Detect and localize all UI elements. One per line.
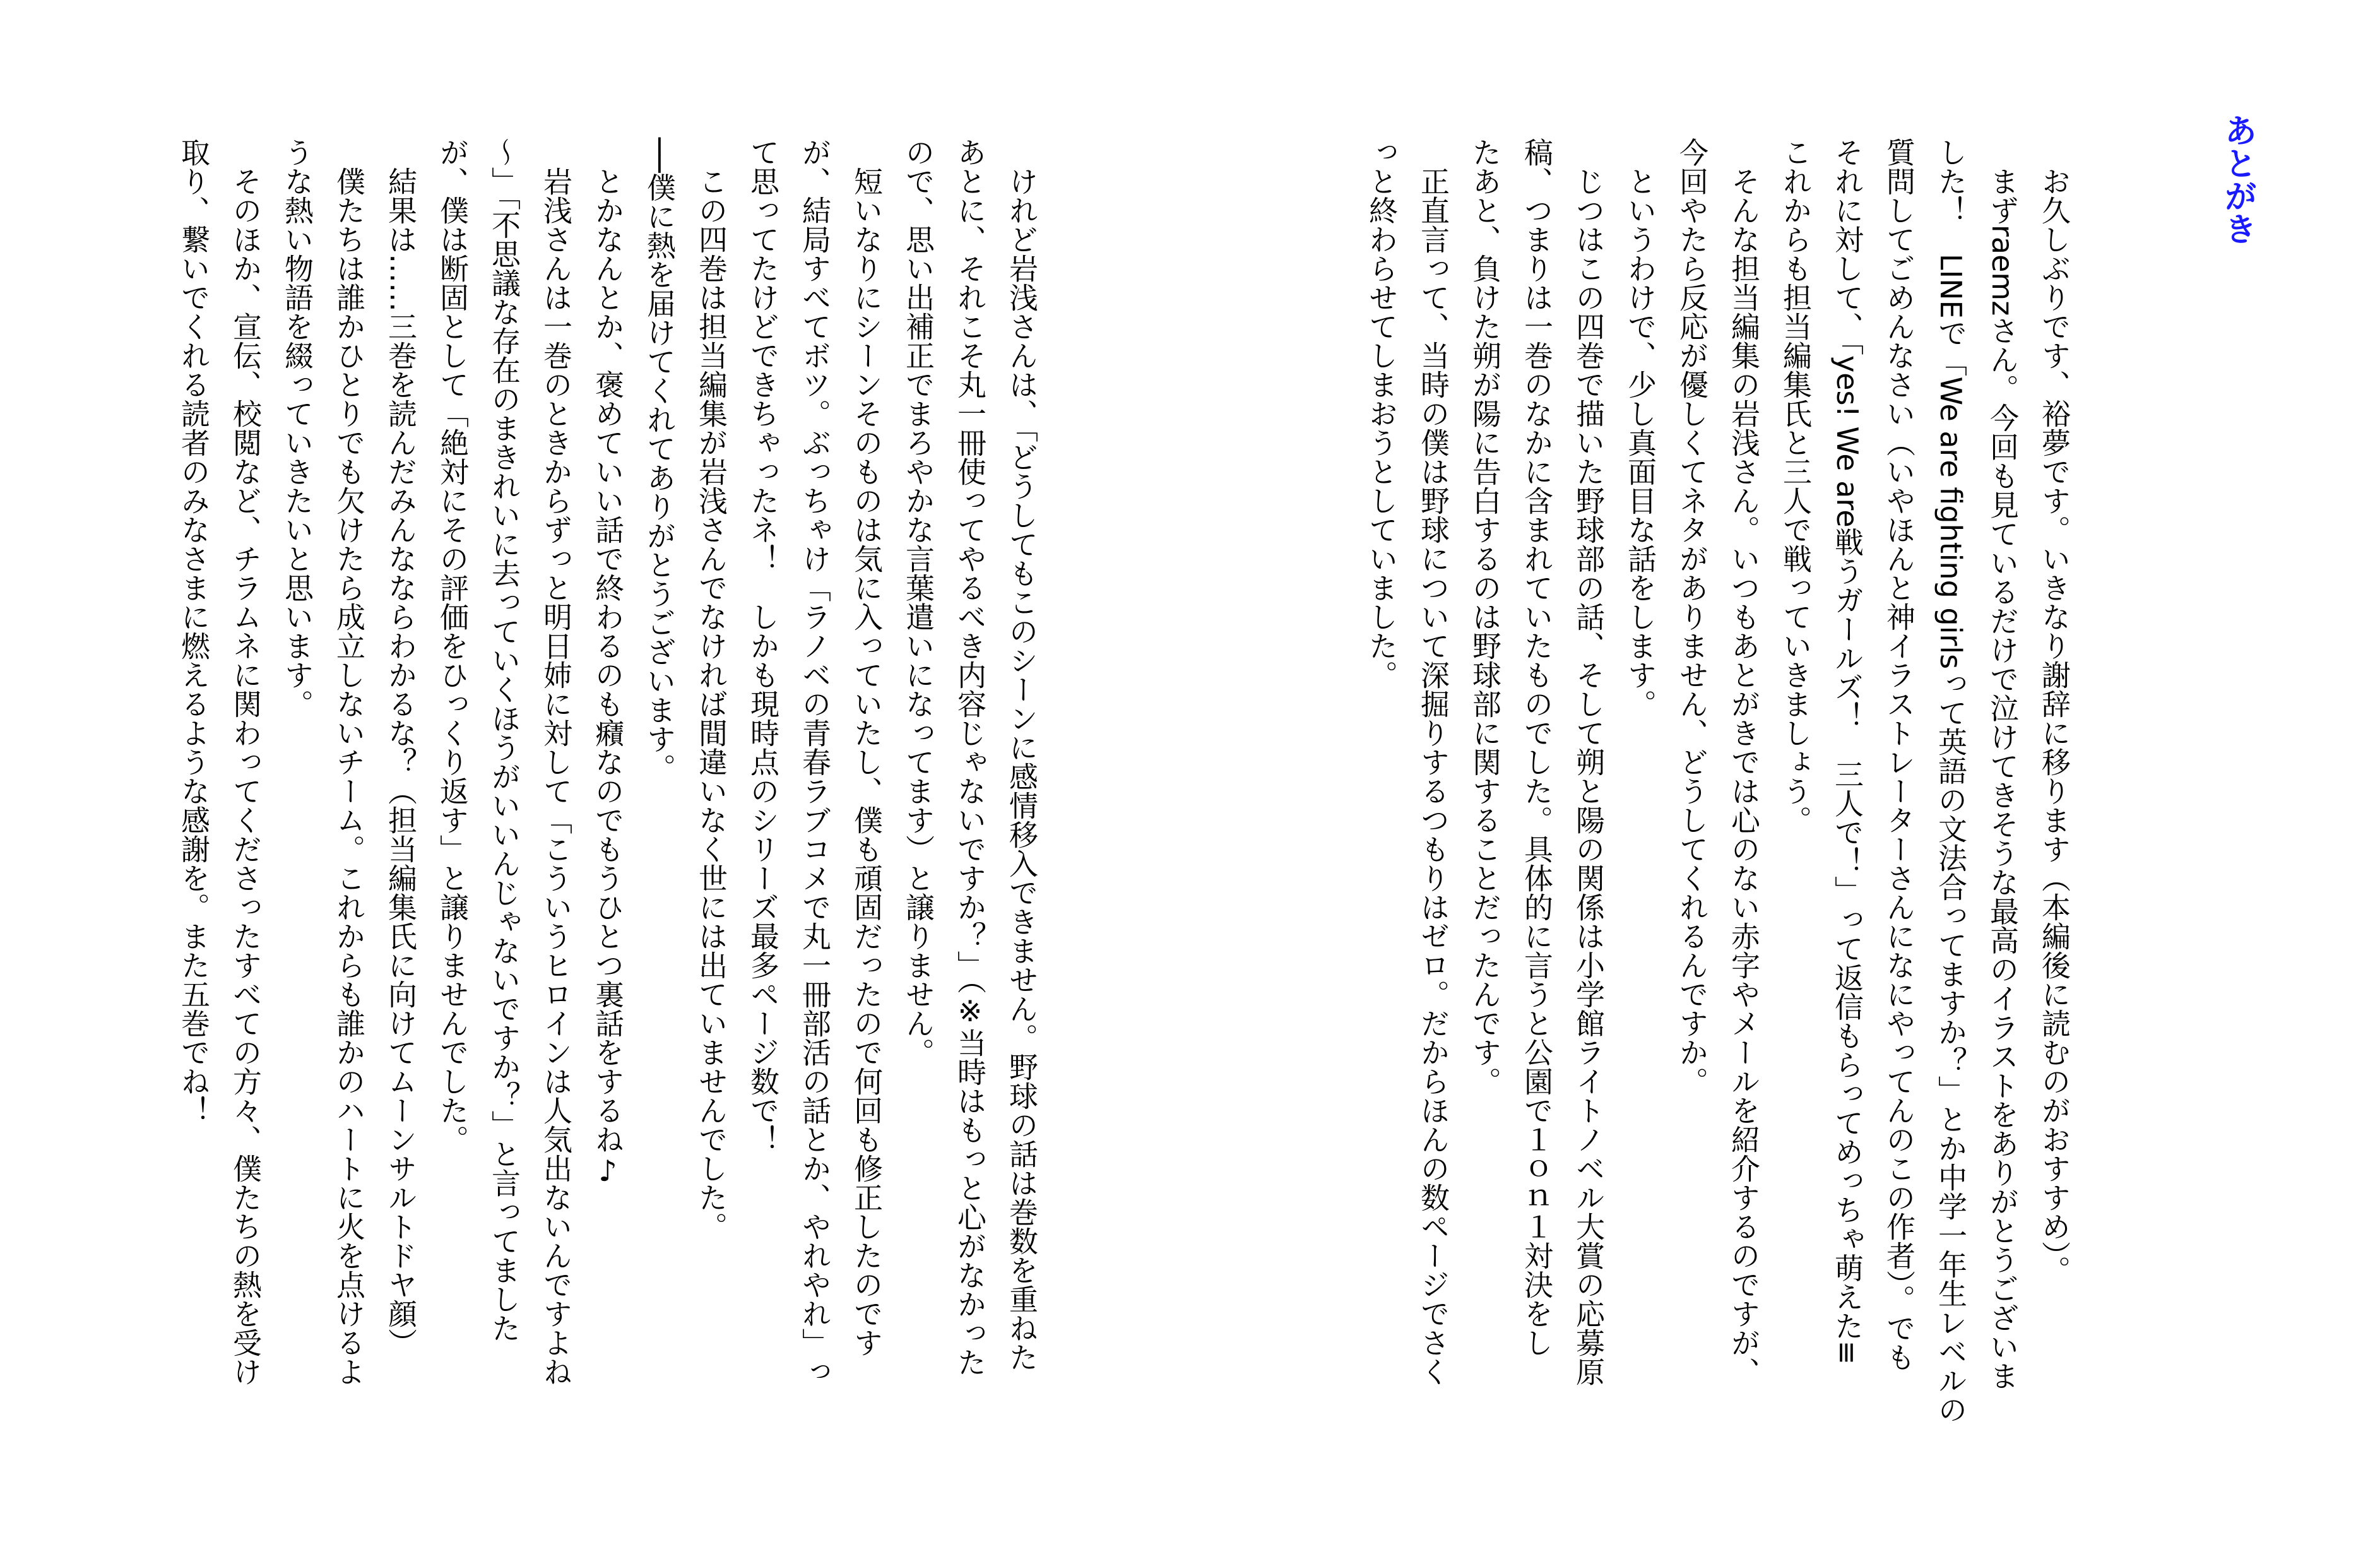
text-line: 結果は……三巻を読んだみんなならわかるな？（担当編集氏に向けてムーンサルトドヤ顔）	[384, 167, 418, 1357]
text-line: そんな担当編集の岩浅さん。いつもあとがきでは心のない赤字やメールを紹介するのですが、	[1727, 167, 1761, 1386]
right-page-body	[1356, 138, 2080, 1431]
text-line: たあと、負けた朔が陽に告白するのは野球部に関することだったんです。	[1468, 138, 1502, 1096]
text-line: まずraemzさん。今回も見ているだけで泣けてきそうな最高のイラストをありがとうございま	[1986, 167, 2020, 1390]
text-line: ので、思い出補正でまろやかな言葉遣いになってます）と譲りません。	[901, 138, 935, 1067]
text-line: それに対して、「yes! We are戦うガールズ！ 三人で！」って返信もらってめっちゃ萌えた≡	[1830, 138, 1864, 1365]
text-line: が、僕は断固として「絶対にその評価をひっくり返す」と譲りませんでした。	[435, 138, 470, 1154]
text-line: というわけで、少し真面目な話をします。	[1623, 167, 1657, 718]
right-page	[1190, 0, 2380, 1547]
text-line: 正直言って、当時の僕は野球について深掘りするつもりはゼロ。だからほんの数ページでさく	[1416, 167, 1450, 1386]
text-line: そのほか、宣伝、校閲など、チラムネに関わってくださったすべての方々、僕たちの熱を受け	[228, 167, 263, 1386]
text-line: っと終わらせてしまおうとしていました。	[1365, 138, 1399, 689]
text-line: て思ってたけどできちゃったネ！ しかも現時点のシリーズ最多ページ数で！	[746, 138, 780, 1154]
text-line: 岩浅さんは一巻のときからずっと明日姉に対して「こういうヒロインは人気出ないんですよね	[539, 167, 573, 1386]
text-line: 質問してごめんなさい（いやほんと神イラストレーターさんになにやってんのこの作者）。でも	[1882, 138, 1916, 1372]
text-line: あとに、それこそ丸一冊使ってやるべき内容じゃないですか？」（※当時はもっと心がなかった	[953, 138, 987, 1377]
text-line: が、結局すべてボツ。ぶっちゃけ「ラノベの青春ラブコメで丸一冊部活の話とか、やれやれ」っ	[798, 138, 832, 1386]
text-line: この四巻は担当編集が岩浅さんでなければ間違いなく世には出ていませんでした。	[694, 167, 728, 1241]
text-line: 今回やたら反応が優しくてネタがありません、どうしてくれるんですか。	[1675, 138, 1709, 1096]
text-line: した！ LINEで「We are fighting girlsって英語の文法合ってますか？」とか中学一年生レベルの	[1934, 138, 1968, 1425]
text-line: 稿、つまりは一巻のなかに含まれていたものでした。具体的に言うと公園で１ｏｎ１対決をし	[1520, 138, 1554, 1357]
text-line: じつはこの四巻で描いた野球部の話、そして朔と陽の関係は小学館ライトノベル大賞の応募原	[1572, 167, 1606, 1386]
text-line: ～」「不思議な存在のまきれいに去っていくほうがいいんじゃないですか？」と言ってました	[487, 138, 521, 1343]
text-line: うな熱い物語を綴っていきたいと思います。	[280, 138, 314, 718]
text-line: とかなんとか、褒めていい話で終わるのも癪なのでもうひとつ裏話をするね♪	[591, 167, 625, 1188]
page-heading: あとがき	[2218, 114, 2256, 245]
text-line: お久しぶりです、裕夢です。いきなり謝辞に移ります（本編後に読むのがおすすめ）。	[2037, 167, 2071, 1284]
text-line: これからも担当編集氏と三人で戦っていきましょう。	[1779, 138, 1813, 834]
text-line: 短いなりにシーンそのものは気に入っていたし、僕も頑固だったので何回も修正したのです	[850, 167, 884, 1357]
text-line: けれど岩浅さんは、「どうしてもこのシーンに感情移入できません。野球の話は巻数を重ねた	[1005, 167, 1039, 1372]
text-line: ──僕に熱を届けてくれてありがとうございます。	[642, 138, 677, 783]
text-line: 僕たちは誰かひとりでも欠けたら成立しないチーム。これからも誰かのハートに火を点けるよ	[332, 167, 366, 1386]
text-line: 取り、繋いでくれる読者のみなさまに燃えるような感謝を。また五巻でね！	[177, 138, 211, 1125]
left-page-body	[168, 138, 1048, 1431]
